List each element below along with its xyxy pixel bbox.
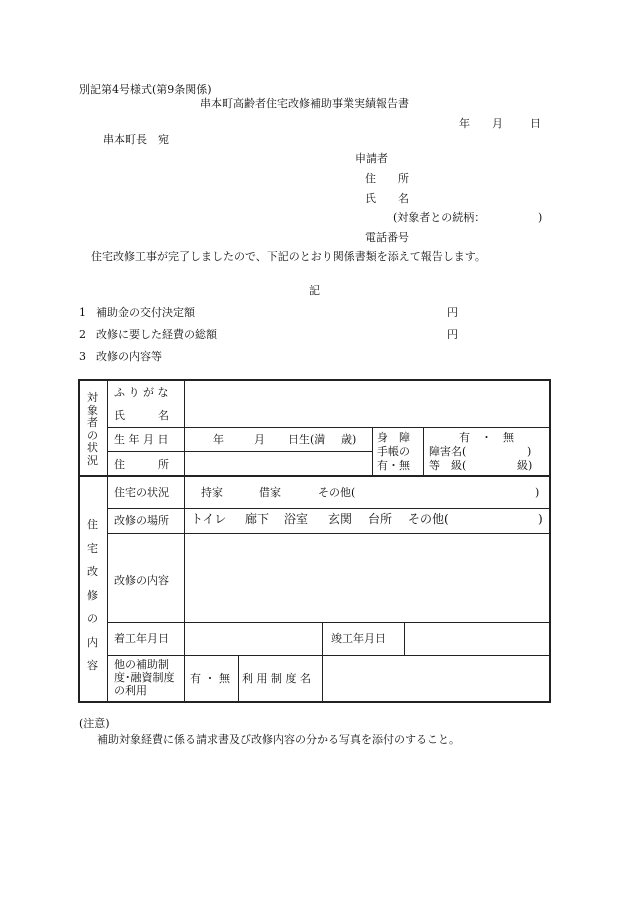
disability-name: 障害名( [429,445,467,458]
other-aid-label: 度･融資制度 [114,671,175,684]
section-label-subject: 対 象 者 の 状 況 [87,391,98,467]
location-option-entrance: 玄関 [328,512,353,526]
ki-heading: 記 [309,284,320,297]
location-option-hallway: 廊下 [245,512,270,526]
item-unit: 円 [447,306,458,319]
housing-option-owned: 持家 [201,486,223,499]
document-title: 串本町高齢者住宅改修補助事業実績報告書 [200,97,409,110]
birth-year: 年 [213,433,224,446]
date-month: 月 [492,117,503,130]
content-label: 改修の内容 [114,574,169,587]
location-option-other: その他( [408,512,449,526]
addressee: 串本町長 宛 [103,133,169,146]
disability-label: 手帳の [377,445,410,458]
relation-close: ) [538,211,543,224]
birth-month: 月 [254,433,265,446]
disability-label: 身 障 [377,431,410,444]
note-heading: (注意) [79,717,110,730]
end-date-label: 竣工年月日 [331,632,386,645]
system-name-label: 利 用 制 度 名 [242,672,311,685]
relation-label: (対象者との続柄： [393,211,486,224]
item-label: 改修に要した経費の総額 [96,328,217,341]
housing-option-close: ) [535,486,540,499]
item-number: 2 [79,328,86,341]
housing-label: 住宅の状況 [114,486,169,499]
applicant-label: 申請者 [355,152,388,165]
location-option-close: ) [538,512,543,526]
location-option-toilet: トイレ [191,512,227,526]
location-option-kitchen: 台所 [368,512,393,526]
other-aid-yes-no: 有 ・ 無 [190,672,230,685]
other-aid-label: の利用 [114,684,147,697]
birth-label: 生 年 月 日 [114,433,169,446]
item-label: 改修の内容等 [96,350,162,363]
note-text: 補助対象経費に係る請求書及び改修内容の分かる写真を添付のすること。 [97,733,460,746]
housing-option-other: その他( [318,486,356,499]
disability-grade: 等 級( [429,459,467,472]
start-date-label: 着工年月日 [114,632,169,645]
birth-day: 日生(満 [288,433,326,446]
location-label: 改修の場所 [114,514,169,527]
name-label: 氏 名 [114,409,169,422]
date-day: 日 [530,117,541,130]
phone-label: 電話番号 [365,231,409,244]
location-option-bathroom: 浴室 [284,512,309,526]
disability-yes-no: 有 ・ 無 [459,431,514,444]
intro-text: 住宅改修工事が完了しましたので、下記のとおり関係書類を添えて報告します。 [91,250,486,263]
item-label: 補助金の交付決定額 [96,306,195,319]
form-number: 別記第4号様式(第9条関係) [79,83,212,96]
address-label: 住 所 [365,172,409,185]
date-year: 年 [459,117,470,130]
item-unit: 円 [447,328,458,341]
disability-label: 有・無 [377,459,410,472]
item-number: 3 [79,350,86,363]
furigana-label: ふ り が な [114,386,169,399]
birth-age: 歳) [341,433,357,446]
item-number: 1 [79,306,86,319]
address-label: 住 所 [114,458,169,471]
housing-option-rented: 借家 [259,486,281,499]
disability-name-close: ) [527,445,532,458]
section-label-renovation: 住 宅 改 修 の 内 容 [87,518,98,672]
disability-grade-close: 級) [517,459,533,472]
other-aid-label: 他の補助制 [114,658,169,671]
name-label: 氏 名 [365,192,409,205]
